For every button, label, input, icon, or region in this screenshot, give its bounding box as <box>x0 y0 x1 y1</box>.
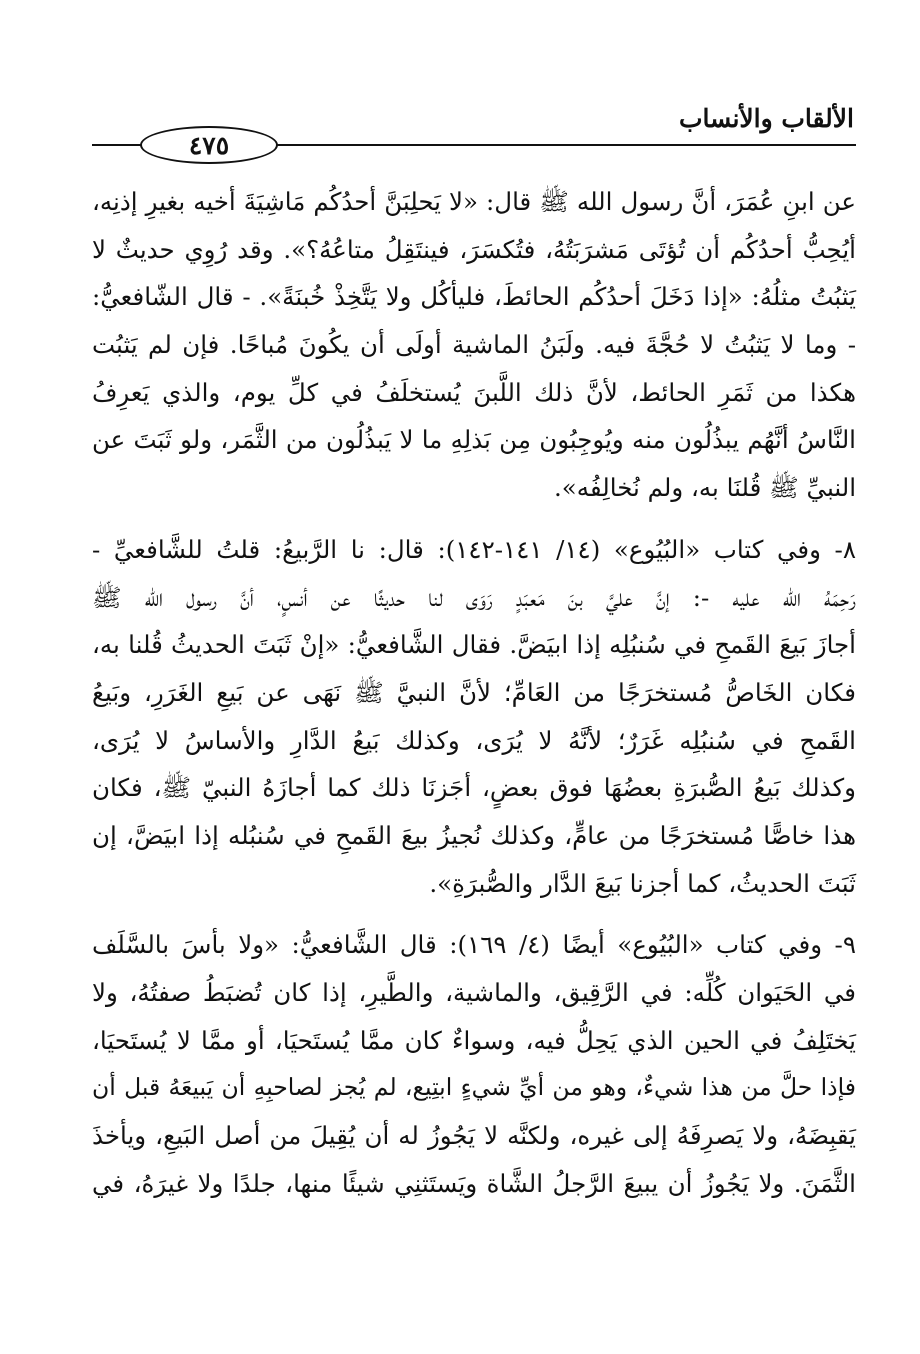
text-line: وكذلك بَيعُ الصُّبرَةِ بعضُهَا فوق بعضٍ، أجَزنَا ذلك كما أجازَهُ النبيّ ﷺ، فكان <box>92 773 856 803</box>
paragraph-2 <box>92 526 856 908</box>
page-number: ٤٧٥ <box>140 126 278 164</box>
text-line: القَمحِ في سُنبُلِه غَرَرٌ؛ لأنَّهُ لا يُرَى، وكذلك بَيعُ الدَّارِ والأساسُ لا يُرَى، <box>92 725 856 755</box>
text-line: يَقبِضَهُ، ولا يَصرِفَهُ إلى غيره، ولكنَّه لا يَجُوزُ له أن يُقِيلَ من أصل البَيعِ، ويأخذَ <box>92 1121 856 1151</box>
text-line: عن ابنِ عُمَرَ، أنَّ رسول الله ﷺ قال: «لا يَحلِبَنَّ أحدُكُم مَاشِيَةَ أخيه بغيرِ إذنِه، <box>92 187 856 216</box>
text-line: يَثبُتُ مثلُهُ: «إذا دَخَلَ أحدُكُم الحائطَ، فليأكُل ولا يَتَّخِذْ خُبنَةً». - قال الشّافعيُّ: <box>92 282 856 312</box>
text-line: - وما لا يَثبُتُ لا حُجَّةَ فيه. ولَبَنُ الماشية أولَى أن يكُونَ مُباحًا. فإن لم يَثبُت <box>92 330 856 360</box>
paragraph-gap <box>92 907 856 921</box>
paragraph-3 <box>92 921 856 1207</box>
text-line: فإذا حلَّ من هذا شيءٌ، وهو من أيِّ شيءٍ ابتِيع، لم يُجز لصاحبِهِ أن يَبيعَهُ قبل أن <box>92 1073 856 1102</box>
text-line: ٨- وفي كتاب «البُيُوع» (١٤/ ١٤١-١٤٢): قال: نا الرَّبيعُ: قلتُ للشَّافعيِّ - <box>92 534 856 564</box>
text-line: أيُحِبُّ أحدُكُم أن تُؤتَى مَشرَبَتُهُ، فتُكسَرَ، فينتَقِلُ متاعُهُ؟». وقد رُوِي حديثٌ لا <box>92 234 856 264</box>
text-line: هكذا من ثَمَرِ الحائط، لأنَّ ذلك اللَّبنَ يُستخلَفُ في كلِّ يوم، والذي يَعرِفُ <box>92 377 856 407</box>
text-line: رَحِمَهُ الله عليه -: إنَّ عليَّ بنَ مَعبَدٍ رَوَى لنا حديثًا عن أنسٍ، أنَّ رسول الله ﷺ <box>92 582 856 612</box>
text-line: النبيِّ ﷺ قُلنَا به، ولم نُخالِفُه». <box>553 473 856 503</box>
text-line: النَّاسُ أنَّهُم يبذُلُون منه ويُوجِبُون مِن بَذلِهِ ما لا يَبذُلُون من الثَّمَر، ولو ثَبَتَ عن <box>92 425 856 455</box>
paragraph-1 <box>92 178 856 512</box>
page-header <box>92 98 856 158</box>
text-line: الثَّمَنَ. ولا يَجُوزُ أن يبيعَ الرَّجلُ الشَّاة ويَستَثنِي شيئًا منها، جلدًا ولا غيرَهُ، في <box>92 1168 856 1198</box>
body-text <box>92 178 856 1207</box>
text-line: في الحَيَوان كُلِّه: في الرَّقِيق، والماشية، والطَّيرِ، إذا كان تُضبَطُ صفتُهُ، ولا <box>92 978 856 1007</box>
text-line: ٩- وفي كتاب «البُيُوع» أيضًا (٤/ ١٦٩): قال الشَّافعيُّ: «ولا بأسَ بالسَّلَف <box>92 930 856 960</box>
text-line: فكان الخَاصُّ مُستخرَجًا من العَامِّ؛ لأنَّ النبيَّ ﷺ نَهَى عن بَيعِ الغَرَرِ، وبَيعُ <box>92 677 856 707</box>
text-line: ثَبَتَ الحديثُ، كما أجزنا بَيعَ الدَّار والصُّبرَةِ». <box>429 868 856 898</box>
running-title: الألقاب والأنساب <box>678 104 854 133</box>
text-line: هذا خاصًّا مُستخرَجًا من عامٍّ، وكذلك نُجيزُ بيعَ القَمحِ في سُنبُله إذا ابيَضَّ، إن <box>92 820 856 850</box>
text-line: أجازَ بَيعَ القَمحِ في سُنبُلِه إذا ابيَضَّ. فقال الشَّافعيُّ: «إنْ ثَبَتَ الحديثُ قُلنا به، <box>92 630 856 660</box>
text-line: يَختَلِفُ في الحين الذي يَحِلُّ فيه، وسواءٌ كان ممَّا يُستَحيَا، أو ممَّا لا يُستَحيَا، <box>92 1025 856 1055</box>
paragraph-gap <box>92 512 856 526</box>
